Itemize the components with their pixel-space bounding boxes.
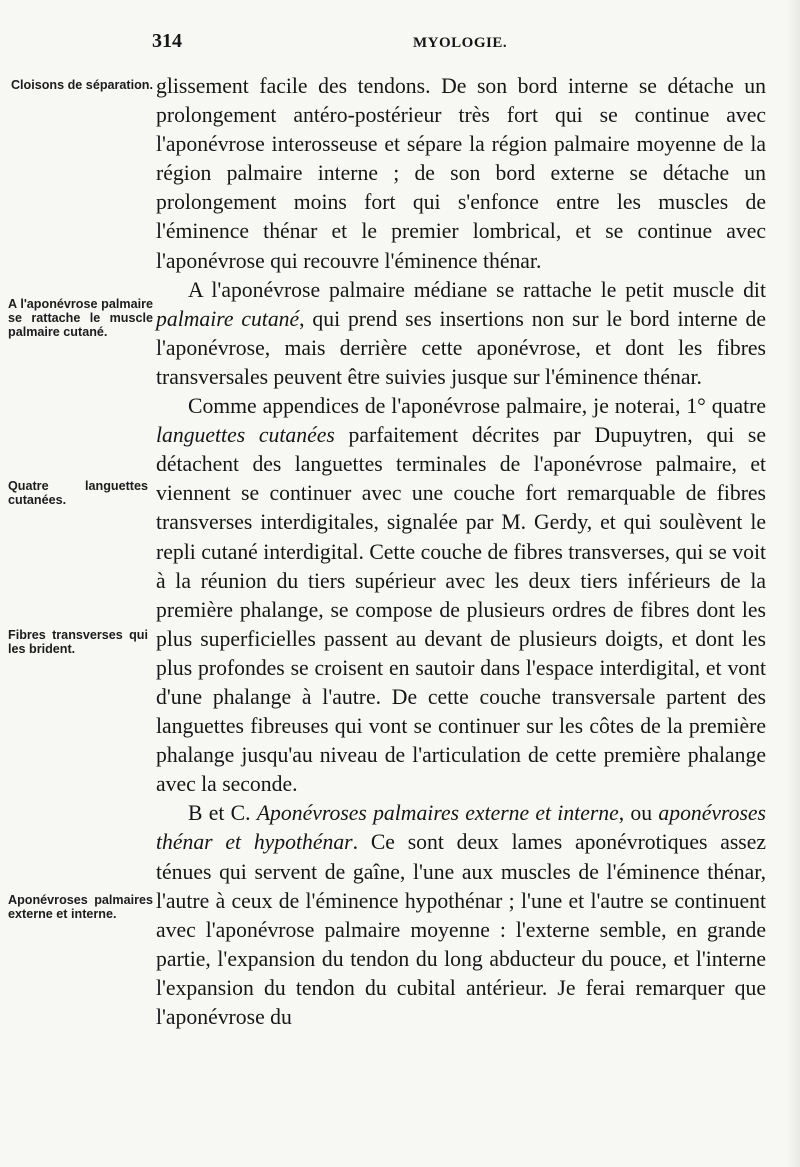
italic-term: aponévroses thénar et hypothénar: [156, 801, 766, 855]
margin-note: Cloisons de séparation.: [10, 78, 153, 92]
italic-term: Aponévroses palmaires externe et interne: [256, 801, 619, 826]
text-run: glissement facile des tendons. De son bord interne se détache un prolongement antéro-postérieur très fort qui se continue avec l'aponévrose interosseuse et sépare la région palmaire moyenne de la région palmaire interne ; de son bord externe se détache un prolongement moins fort qui s'enfonce entre les muscles de l'éminence thénar et le premier lombrical, et se continue avec l'aponévrose qui recouvre l'éminence thénar.: [156, 74, 766, 273]
text-run: , qui prend ses insertions non sur le bord interne de l'aponévrose, mais derrière cette aponévrose, et dont les fibres transversales peuvent être suivies jusque sur l'éminence thénar.: [156, 306, 766, 389]
paragraph: [156, 392, 766, 799]
running-title: MYOLOGIE.: [413, 35, 508, 51]
page-edge-shadow: [786, 0, 800, 1167]
margin-note: A l'aponévrose palmaire se rattache le muscle palmaire cutané.: [8, 297, 153, 339]
italic-term: palmaire cutané: [156, 306, 300, 331]
italic-term: languettes cutanées: [156, 423, 335, 448]
paragraph: [156, 799, 766, 1032]
page-number: 314: [152, 30, 182, 52]
text-run: . Ce sont deux lames aponévrotiques assez ténues qui servent de gaîne, l'une aux muscles de l'éminence thénar, l'autre à ceux de l'éminence hypothénar ; l'une et l'autre se continuent avec l'aponévrose palmaire moyenne : l'externe semble, en grande partie, l'expansion du tendon du long abducteur du pouce, et l'interne l'expansion du tendon du cubital antérieur. Je ferai remarquer que l'aponévrose du: [156, 830, 766, 1029]
paragraph: [156, 72, 766, 276]
body-text: [156, 72, 766, 1032]
text-run: parfaitement décrites par Dupuytren, qui se détachent des languettes terminales de l'aponévrose palmaire, et viennent se continuer avec une couche fort remarquable de fibres transverses interdigitales, signalée par M. Gerdy, et qui soulèvent le repli cutané interdigital. Cette couche de fibres transverses, qui se voit à la réunion du tiers supérieur avec les deux tiers inférieurs de la première phalange, se compose de plusieurs ordres de fibres dont les plus superficielles passent au devant de plusieurs doigts, et dont les plus profondes se croisent en sautoir dans l'espace interdigital, et vont d'une phalange à l'autre. De cette couche transversale partent des languettes fibreuses qui vont se continuer sur les côtes de la première phalange jusqu'au niveau de l'articulation de cette première phalange avec la seconde.: [156, 423, 766, 797]
margin-note: Quatre languettes cutanées.: [8, 479, 148, 507]
text-run: Comme appendices de l'aponévrose palmaire, je noterai, 1° quatre: [188, 394, 766, 419]
text-run: B et C.: [188, 801, 257, 826]
text-run: A l'aponévrose palmaire médiane se rattache le petit muscle dit: [188, 277, 766, 302]
margin-note: Fibres transverses qui les brident.: [8, 628, 148, 656]
page-header: [0, 30, 800, 60]
paragraph: [156, 276, 766, 392]
text-run: , ou: [618, 801, 659, 826]
margin-note: Aponévroses palmaires externe et interne.: [8, 893, 153, 921]
